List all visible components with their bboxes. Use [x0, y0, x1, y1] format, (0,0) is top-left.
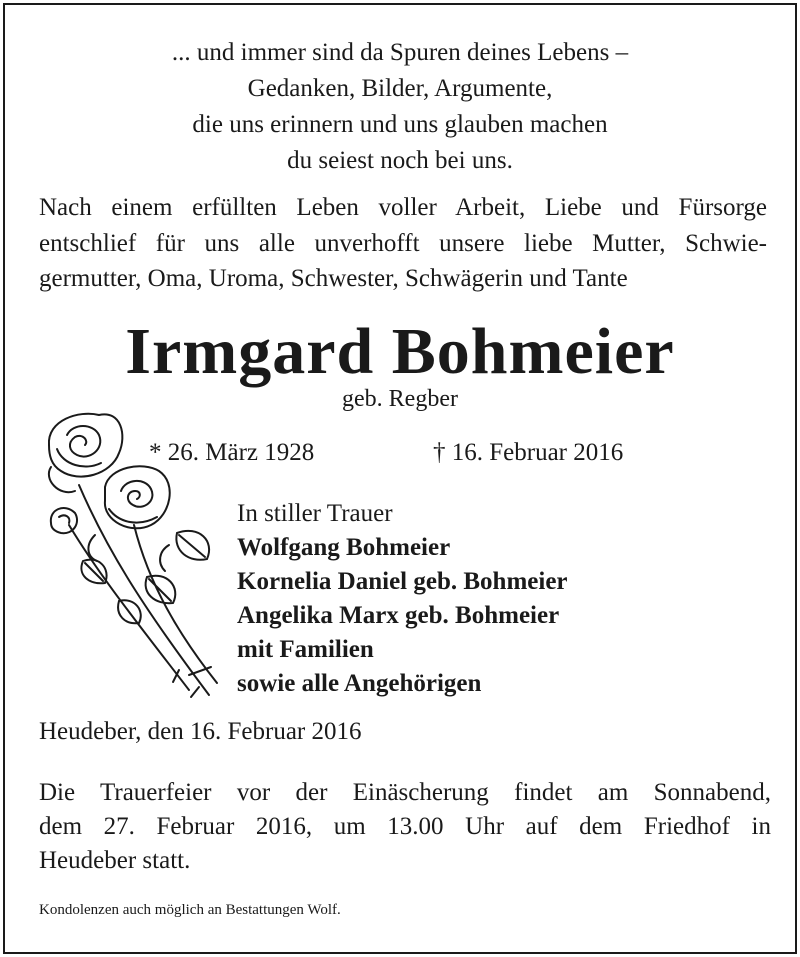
poem	[5, 35, 795, 179]
mourner-name: Wolfgang Bohmeier	[237, 534, 451, 561]
mourner-name: Angelika Marx geb. Bohmeier	[237, 602, 560, 629]
mourners-heading: In stiller Trauer	[237, 500, 393, 527]
mourner-name: sowie alle Angehörigen	[237, 670, 482, 697]
poem-line: ... und immer sind da Spuren deines Lebens –	[171, 39, 629, 66]
service-line: Heudeber statt.	[39, 847, 191, 874]
birth-date: * 26. März 1928	[149, 439, 315, 466]
mourners-block	[237, 497, 568, 701]
intro-line: Nach einem erfüllten Leben voller Arbeit, Liebe und Fürsorge	[39, 194, 767, 221]
service-info	[39, 776, 771, 878]
intro-text	[39, 190, 767, 297]
mourner-name: Kornelia Daniel geb. Bohmeier	[237, 568, 568, 595]
obituary-notice	[3, 3, 797, 954]
poem-line: die uns erinnern und uns glauben machen	[192, 111, 608, 138]
mourner-name: mit Familien	[237, 636, 374, 663]
poem-line: Gedanken, Bilder, Argumente,	[247, 75, 553, 102]
service-line: Die Trauerfeier vor der Einäscherung findet am Sonnabend,	[39, 779, 771, 806]
deceased-name: Irmgard Bohmeier	[125, 315, 675, 388]
maiden-name: geb. Regber	[342, 386, 458, 412]
intro-line: germutter, Oma, Uroma, Schwester, Schwägerin und Tante	[39, 265, 628, 292]
death-date: † 16. Februar 2016	[433, 439, 624, 466]
poem-line: du seiest noch bei uns.	[287, 147, 513, 174]
place-date: Heudeber, den 16. Februar 2016	[39, 718, 362, 745]
intro-line: entschlief für uns alle unverhofft unsere liebe Mutter, Schwie-	[39, 229, 767, 257]
service-line: dem 27. Februar 2016, um 13.00 Uhr auf dem Friedhof in	[39, 813, 771, 840]
condolence-note: Kondolenzen auch möglich an Bestattungen Wolf.	[39, 902, 341, 918]
